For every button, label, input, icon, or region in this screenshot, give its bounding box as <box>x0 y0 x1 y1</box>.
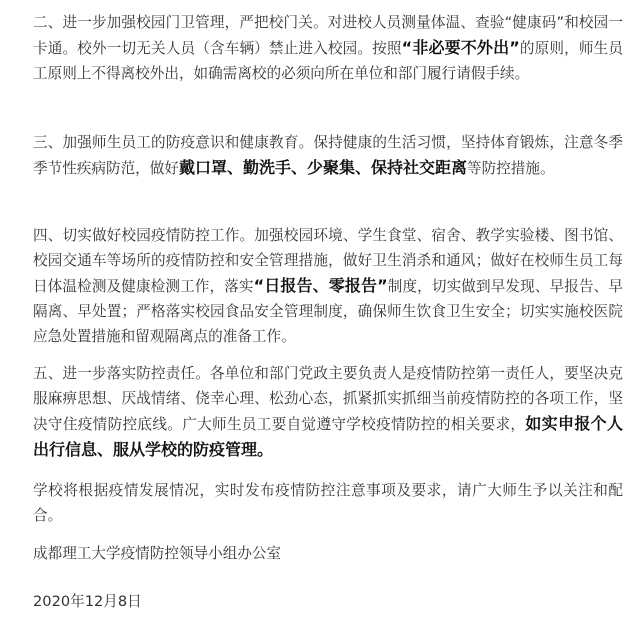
text-segment: 的原则，师生员工原则上不得离校外出，如确需离校的必须向所在单位和部门履行请假手续。 <box>33 40 623 82</box>
bold-phrase: “非必要不外出” <box>401 38 520 57</box>
paragraph-health-education <box>33 130 623 181</box>
paragraph-closing <box>33 478 623 528</box>
text-segment: 学校将根据疫情发展情况，实时发布疫情防控注意事项及要求，请广大师生予以关注和配合。 <box>33 482 623 524</box>
text-segment: 等防控措施。 <box>466 160 555 177</box>
issue-date: 2020年12月8日 <box>33 593 142 610</box>
text-segment: 五、进一步落实防控责任。各单位和部门党政主要负责人是疫情防控第一责任人，要坚决克服麻痹思想、厌战情绪、侥幸心理、松劲心态，抓紧抓实抓细当前疫情防控的各项工作，坚决守住疫情防控底线。广大师生员工要自觉遵守学校疫情防控的相关要求， <box>33 365 623 433</box>
paragraph-gate-management <box>33 10 623 86</box>
signature-office: 成都理工大学疫情防控领导小组办公室 <box>33 545 282 562</box>
paragraph-responsibility <box>33 361 623 463</box>
bold-phrase: 如实申报个人出行信息、服从学校的防疫管理。 <box>33 414 623 459</box>
bold-phrase: “日报告、零报告” <box>253 276 388 295</box>
text-segment: 四、切实做好校园疫情防控工作。加强校园环境、学生食堂、宿舍、教学实验楼、图书馆、校园交通车等场所的疫情防控和安全管理措施，做好卫生消杀和通风；做好在校师生员工每日体温检测及健康检测工作，落实 <box>33 227 623 295</box>
text-segment: 二、进一步加强校园门卫管理，严把校门关。对进校人员测量体温、查验“健康码”和校园一卡通。校外一切无关人员（含车辆）禁止进入校园。按照 <box>33 14 623 57</box>
bold-phrase: 戴口罩、勤洗手、少聚集、保持社交距离 <box>178 158 467 177</box>
paragraph-campus-prevention <box>33 223 623 349</box>
text-segment: 制度，切实做到早发现、早报告、早隔离、早处置；严格落实校园食品安全管理制度，确保师生饮食卫生安全；切实实施校医院应急处置措施和留观隔离点的准备工作。 <box>33 278 623 345</box>
text-segment: 三、加强师生员工的防疫意识和健康教育。保持健康的生活习惯，坚持体育锻炼，注意冬季季节性疾病防范，做好 <box>33 134 623 177</box>
